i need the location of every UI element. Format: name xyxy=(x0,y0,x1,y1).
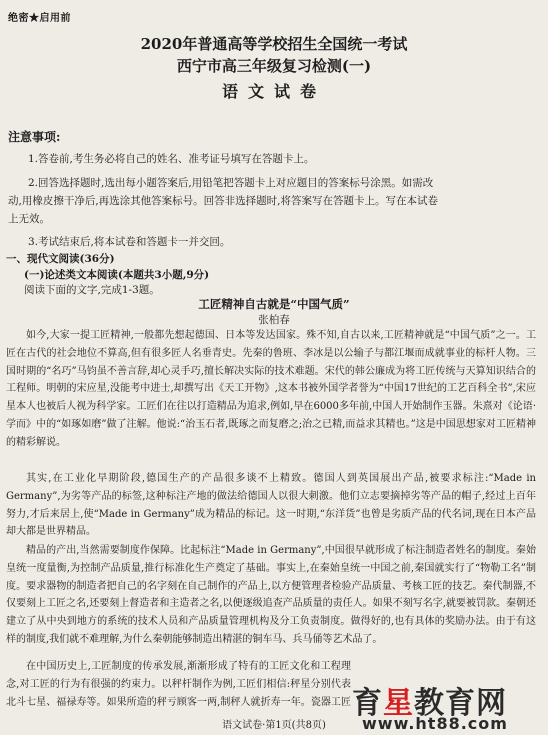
watermark-logo-text: 育星教育网 xyxy=(352,686,507,721)
article-paragraph-3: 精品的产出,当然需要制度作保障。比起标注“Made in Germany”,中国很早就形成了标注制造者姓名的制度。秦始皇统一度量衡,为控制产品质量,推行标准化生产奠定了基础。事实上,在秦始皇统一中国之前,秦国就实行了“物勒工名”制度。要求器物的制造者把自己的名字刻在自己制作的产品上,以方便管理者检验产品质量、考核工匠的技艺。秦代制器,不仅要刻上工匠之名,还要刻上督造者和主造者之名,以便逐级追查产品质量的责任人。如果不刻写名字,就要被罚款。秦朝还建立了从中央到地方的系统的技术人员和产品质量管理机构及分工负责制度。做得好的,也有具体的奖励办法。由于有这样的制度,我们就不难理解,为什么秦朝能够制造出精湛的铜车马、兵马俑等艺术品了。 xyxy=(6,545,536,645)
secret-label: 绝密★启用前 xyxy=(8,13,71,24)
exam-subject-title: 语文试卷 xyxy=(221,82,326,101)
exam-title-line1: 2020年普通高等学校招生全国统一考试 xyxy=(140,35,408,53)
note-item-2-line2: 动,用橡皮擦干净后,再选涂其他答案标号。回答非选择题时,将答案写在答题卡上。写在本试卷 xyxy=(8,195,439,207)
notes-heading: 注意事项: xyxy=(8,130,61,144)
article-paragraph-4: 在中国历史上,工匠制度的传承发展,渐渐形成了特有的工匠文化和工程理念,对工匠的行为有很强的约束力。以秤杆制作为例,工匠们相信:秤星分别代表北斗七星、福禄寿等。如果所造的秤亏顾客一两,制秤人就折寿一年。瓷器工匠 xyxy=(6,661,351,708)
article-author: 张柏春 xyxy=(258,314,290,326)
reading-instruction: 阅读下面的文字,完成1-3题。 xyxy=(24,284,160,296)
article-paragraph-2: 其实,在工业化早期阶段,德国生产的产品很多谈不上精致。德国人到英国展出产品,被要求标注:“Made in Germany”,为劣等产品的标签,这种标注产地的做法给德国人以很大刺激。他们立志要摘掉劣等产品的帽子,经过上百年努力,才后来居上,使“Made in Germany”成为精品的标记。这一时期,“东洋货”也曾是劣质产品的代名词,现在日本产品却大都是世界精品。 xyxy=(6,473,536,538)
sub-section-heading: (一)论述类文本阅读(本题共3小题,9分) xyxy=(24,269,210,281)
exam-title-line2: 西宁市高三年级复习检测(一) xyxy=(176,57,372,75)
note-item-2-line3: 上无效。 xyxy=(8,213,50,225)
article-paragraph-1: 如今,大家一提工匠精神,一般都先想起德国、日本等发达国家。殊不知,自古以来,工匠精神就是“中国气质”之一。工匠在古代的社会地位不算高,但有很多匠人名垂青史。先秦的鲁班、李冰是以公输子与都江堰而成就事业的标杆人物。三国时期的“名巧”马钧虽不善言辞,却心灵手巧,擅长解决实际的技术难题。宋代的韩公廉成为将工匠传统与天算知识结合的工程师。明朝的宋应星,没能考中进士,却撰写出《天工开物》,这本书被外国学者誉为“中国17世纪的工艺百科全书”,宋应星本人也被后人视为科学家。工匠们在往以打造精品为追求,例如,早在6000多年前,中国人开始制作玉器。朱熹对《论语·学而》中的“如琢如磨”做了注解。他说:“治玉石者,既琢之而复磨之;治之已精,而益求其精也。”这是中国思想家对工匠精神的精彩解说。 xyxy=(6,330,536,448)
note-item-1: 1.答卷前,考生务必将自己的姓名、准考证号填写在答题卡上。 xyxy=(28,153,315,165)
note-item-3: 3.考试结束后,将本试卷和答题卡一并交回。 xyxy=(28,236,231,248)
site-watermark xyxy=(352,678,544,734)
article-title: 工匠精神自古就是“中国气质” xyxy=(198,297,350,311)
watermark-url: www.ht88.com xyxy=(362,714,508,733)
note-item-2-line1: 2.回答选择题时,选出每小题答案后,用铅笔把答题卡上对应题目的答案标号涂黑。如需改 xyxy=(28,177,434,189)
page-footer: 语文试卷·第1页(共8页) xyxy=(222,720,326,731)
section-heading: 一、现代文阅读(36分) xyxy=(6,253,115,265)
